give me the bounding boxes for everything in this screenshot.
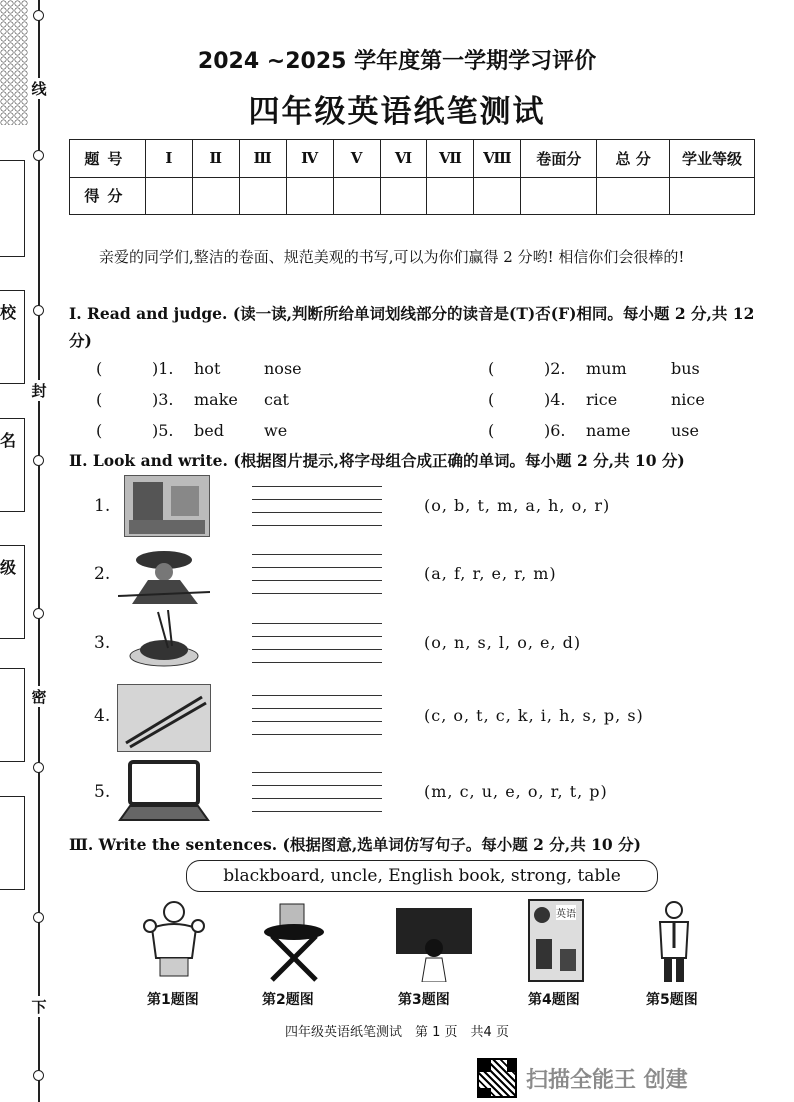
- side-field-box[interactable]: [0, 160, 25, 257]
- binding-char: 密: [28, 686, 50, 707]
- score-cell[interactable]: [192, 177, 239, 215]
- binding-dot: [33, 912, 44, 923]
- score-header-row: [70, 140, 755, 178]
- judge-item-number: )3.: [152, 390, 174, 409]
- bathroom-picture: [124, 475, 210, 537]
- judge-item-number: )4.: [544, 390, 566, 409]
- item-number: 2.: [94, 564, 111, 584]
- writing-line[interactable]: [252, 734, 382, 735]
- answer-blank[interactable]: (: [488, 421, 495, 440]
- binding-char: 封: [28, 380, 50, 401]
- score-col-header: Ⅶ: [427, 140, 474, 178]
- judge-item-number: )5.: [152, 421, 174, 440]
- side-field-box[interactable]: [0, 796, 25, 890]
- letter-hint: (m, c, u, e, o, r, t, p): [424, 782, 608, 801]
- item-number: 1.: [94, 496, 111, 516]
- item-number: 3.: [94, 633, 111, 653]
- computer-picture: [118, 760, 210, 822]
- table-picture: [262, 900, 326, 984]
- score-row-label: 得分: [70, 177, 146, 215]
- score-cell[interactable]: [380, 177, 427, 215]
- side-label: 名: [0, 431, 17, 450]
- judge-word: name: [586, 421, 631, 440]
- judge-word: make: [194, 390, 238, 409]
- writing-line[interactable]: [252, 567, 382, 568]
- picture-caption: 第1题图: [147, 992, 199, 1008]
- writing-line[interactable]: [252, 512, 382, 513]
- item-number: 5.: [94, 782, 111, 802]
- score-col-header: Ⅳ: [286, 140, 333, 178]
- letter-hint: (c, o, t, c, k, i, h, s, p, s): [424, 706, 644, 725]
- score-cell[interactable]: [521, 177, 597, 215]
- judge-item: [488, 421, 550, 440]
- score-cell[interactable]: [474, 177, 521, 215]
- score-col-header: 学业等级: [670, 140, 755, 178]
- answer-blank[interactable]: (: [96, 421, 103, 440]
- writing-line[interactable]: [252, 772, 382, 773]
- letter-hint: (o, b, t, m, a, h, o, r): [424, 496, 611, 515]
- section2-heading: Ⅱ. Look and write. (根据图片提示,将字母组合成正确的单词。每小题 2 分,共 10 分): [69, 451, 685, 470]
- item-number: 4.: [94, 706, 111, 726]
- binding-char: 线: [28, 78, 50, 99]
- binding-dot: [33, 150, 44, 161]
- judge-word: nice: [671, 390, 705, 409]
- binding-line: [38, 0, 40, 1102]
- chopsticks-picture: [117, 684, 211, 752]
- writing-line[interactable]: [252, 811, 382, 812]
- writing-line[interactable]: [252, 649, 382, 650]
- writing-line[interactable]: [252, 798, 382, 799]
- answer-blank[interactable]: (: [96, 390, 103, 409]
- score-cell[interactable]: [670, 177, 755, 215]
- section3-heading: Ⅲ. Write the sentences. (根据图意,选单词仿写句子。每小题 2 分,共 10 分): [69, 835, 641, 854]
- judge-item: [488, 390, 550, 409]
- writing-line[interactable]: [252, 499, 382, 500]
- score-value-row: [70, 177, 755, 215]
- score-cell[interactable]: [145, 177, 192, 215]
- score-cell[interactable]: [597, 177, 670, 215]
- picture-caption: 第4题图: [528, 992, 580, 1008]
- judge-item-number: )6.: [544, 421, 566, 440]
- judge-item-number: )2.: [544, 359, 566, 378]
- judge-word: cat: [264, 390, 289, 409]
- judge-item: [96, 359, 158, 378]
- writing-line[interactable]: [252, 486, 382, 487]
- score-cell[interactable]: [333, 177, 380, 215]
- judge-item: [96, 390, 158, 409]
- answer-blank[interactable]: (: [488, 359, 495, 378]
- score-col-header: Ⅰ: [145, 140, 192, 178]
- judge-item: [488, 359, 550, 378]
- side-label: 级: [0, 558, 17, 577]
- writing-line[interactable]: [252, 525, 382, 526]
- word-bank: blackboard, uncle, English book, strong, table: [186, 860, 658, 892]
- score-col-header: 卷面分: [521, 140, 597, 178]
- score-col-header: Ⅱ: [192, 140, 239, 178]
- binding-dot: [33, 10, 44, 21]
- binding-dot: [33, 305, 44, 316]
- writing-line[interactable]: [252, 785, 382, 786]
- writing-line[interactable]: [252, 580, 382, 581]
- judge-item: [96, 421, 158, 440]
- judge-word: rice: [586, 390, 618, 409]
- binding-dot: [33, 455, 44, 466]
- uncle-picture: [652, 900, 696, 984]
- binding-dot: [33, 1070, 44, 1081]
- judge-word: bus: [671, 359, 700, 378]
- picture-caption: 第3题图: [398, 992, 450, 1008]
- score-col-header: Ⅵ: [380, 140, 427, 178]
- blackboard-picture: [394, 906, 474, 982]
- score-cell[interactable]: [239, 177, 286, 215]
- score-row-label: 题号: [70, 140, 146, 178]
- writing-line[interactable]: [252, 695, 382, 696]
- farmer-picture: [118, 546, 210, 604]
- side-field-box[interactable]: [0, 668, 25, 762]
- judge-word: bed: [194, 421, 224, 440]
- score-col-header: 总 分: [597, 140, 670, 178]
- judge-word: we: [264, 421, 288, 440]
- exam-title: 四年级英语纸笔测试: [248, 94, 546, 130]
- picture-caption: 第2题图: [262, 992, 314, 1008]
- strong-boy-picture: [142, 898, 206, 984]
- scanner-watermark: 扫描全能王 创建: [526, 1068, 688, 1093]
- writing-line[interactable]: [252, 636, 382, 637]
- binding-dot: [33, 762, 44, 773]
- score-cell[interactable]: [286, 177, 333, 215]
- score-col-header: Ⅷ: [474, 140, 521, 178]
- side-label: 校: [0, 303, 17, 322]
- judge-item-number: )1.: [152, 359, 174, 378]
- writing-line[interactable]: [252, 593, 382, 594]
- judge-word: hot: [194, 359, 221, 378]
- judge-word: use: [671, 421, 699, 440]
- writing-line[interactable]: [252, 662, 382, 663]
- writing-line[interactable]: [252, 721, 382, 722]
- letter-hint: (a, f, r, e, r, m): [424, 564, 557, 583]
- score-cell[interactable]: [427, 177, 474, 215]
- answer-blank[interactable]: (: [96, 359, 103, 378]
- answer-blank[interactable]: (: [488, 390, 495, 409]
- binding-char: 下: [28, 996, 50, 1017]
- judge-word: nose: [264, 359, 302, 378]
- book-label: 英语: [556, 905, 576, 920]
- binding-dot: [33, 608, 44, 619]
- picture-caption: 第5题图: [646, 992, 698, 1008]
- qr-code-icon: [477, 1058, 517, 1098]
- score-col-header: Ⅲ: [239, 140, 286, 178]
- score-table: [69, 139, 755, 215]
- english-book-picture: [528, 899, 584, 982]
- score-col-header: Ⅴ: [333, 140, 380, 178]
- page-footer: 四年级英语纸笔测试 第 1 页 共4 页: [285, 1025, 509, 1040]
- letter-hint: (o, n, s, l, o, e, d): [424, 633, 582, 652]
- exam-year-title: 2024 ~2025 学年度第一学期学习评价: [197, 49, 597, 74]
- writing-line[interactable]: [252, 554, 382, 555]
- judge-word: mum: [586, 359, 627, 378]
- intro-text: 亲爱的同学们,整洁的卷面、规范美观的书写,可以为你们赢得 2 分哟! 相信你们会很棒的!: [99, 248, 685, 266]
- section1-heading: Ⅰ. Read and judge. (读一读,判断所给单词划线部分的读音是(T)否(F)相同。每小题 2 分,共 12 分): [69, 304, 755, 350]
- writing-line[interactable]: [252, 623, 382, 624]
- noodles-picture: [128, 610, 200, 672]
- writing-line[interactable]: [252, 708, 382, 709]
